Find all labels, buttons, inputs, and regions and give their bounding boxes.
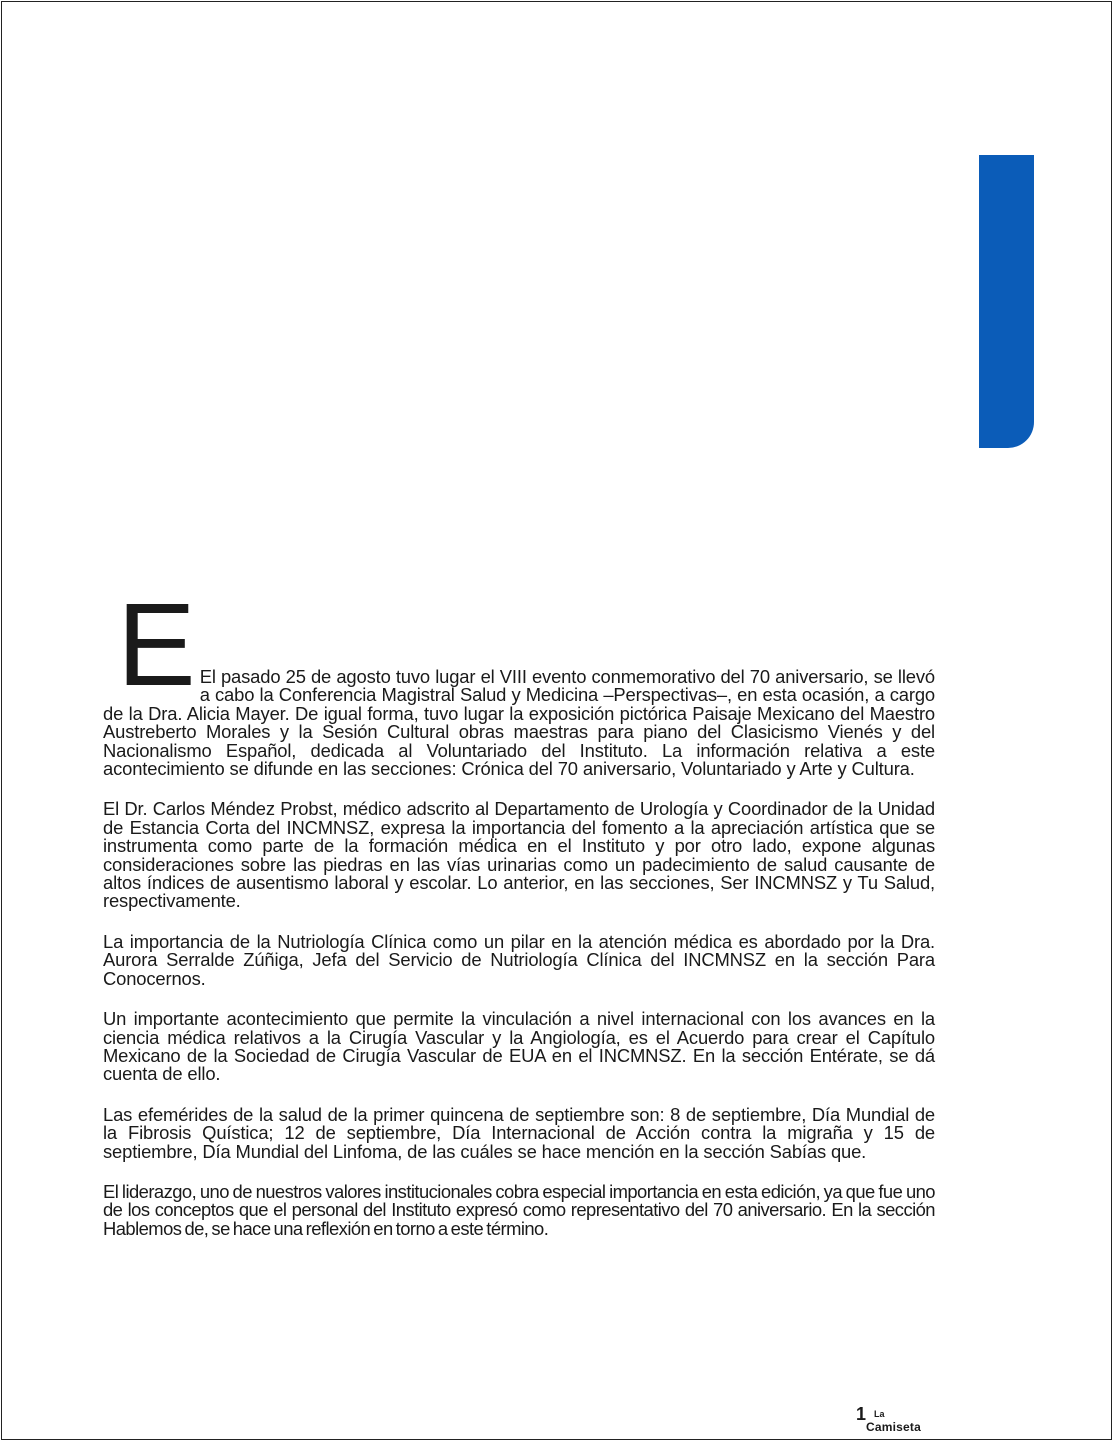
section-tab-label: editorial bbox=[989, 458, 1024, 572]
section-tab bbox=[979, 155, 1034, 572]
drop-cap: E bbox=[117, 579, 196, 711]
publication-name-line2: Camiseta bbox=[866, 1420, 921, 1434]
publication-name-line1: La bbox=[874, 1409, 885, 1419]
paragraph-1: El pasado 25 de agosto tuvo lugar el VIII evento conmemorativo del 70 aniversario, se llevó a cabo la Conferencia Magistral Salud y Medicina –Perspectivas–, en esta ocasión, a cargo de la Dra. Alicia Mayer. De igual forma, tuvo lugar la exposición pictórica Paisaje Mexicano del Maestro Austreberto Morales y la Sesión Cultural obras maestras para piano del Clasicismo Vienés y del Nacionalismo Español, dedicada al Voluntariado del Instituto. La información relativa a este acontecimiento se difunde en las secciones: Crónica del 70 aniversario, Voluntariado y Arte y Cultura. bbox=[103, 666, 935, 780]
paragraph-3: La importancia de la Nutriología Clínica como un pilar en la atención médica es abordado por la Dra. Aurora Serralde Zúñiga, Jefa del Servicio de Nutriología Clínica del INCMNSZ en la sección Para Conocernos. bbox=[103, 930, 935, 989]
paragraph-5: Las efemérides de la salud de la primer quincena de septiembre son: 8 de septiembre, Día Mundial de la Fibrosis Quística; 12 de septiembre, Día Internacional de Acción contra la migraña y 15 de septiembre, Día Mundial del Linfoma, de las cuáles se hace mención en la sección Sabías que. bbox=[103, 1103, 935, 1162]
paragraph-2: El Dr. Carlos Méndez Probst, médico adscrito al Departamento de Urología y Coordinador de la Unidad de Estancia Corta del INCMNSZ, expresa la importancia del fomento a la apreciación artística que se instrumenta como parte de la formación médica en el Instituto y por otro lado, expone algunas consideraciones sobre las piedras en las vías urinarias como un padecimiento de salud causante de altos índices de ausentismo laboral y escolar. Lo anterior, en las secciones, Ser INCMNSZ y Tu Salud, respectivamente. bbox=[103, 798, 935, 912]
page-number: 1 bbox=[856, 1404, 867, 1424]
paragraph-6: El liderazgo, uno de nuestros valores institucionales cobra especial importancia en esta edición, ya que fue uno de los conceptos que el personal del Instituto expresó como representativo del 70 aniversario. En la sección Hablemos de, se hace una reflexión en torno a este término. bbox=[103, 1180, 935, 1239]
paragraph-4: Un importante acontecimiento que permite la vinculación a nivel internacional con los avances en la ciencia médica relativos a la Cirugía Vascular y la Angiología, es el Acuerdo para crear el Capítulo Mexicano de la Sociedad de Cirugía Vascular de EUA en el INCMNSZ. En la sección Entérate, se dá cuenta de ello. bbox=[103, 1008, 935, 1085]
editorial-article bbox=[103, 579, 935, 1260]
page-footer bbox=[856, 1405, 946, 1435]
